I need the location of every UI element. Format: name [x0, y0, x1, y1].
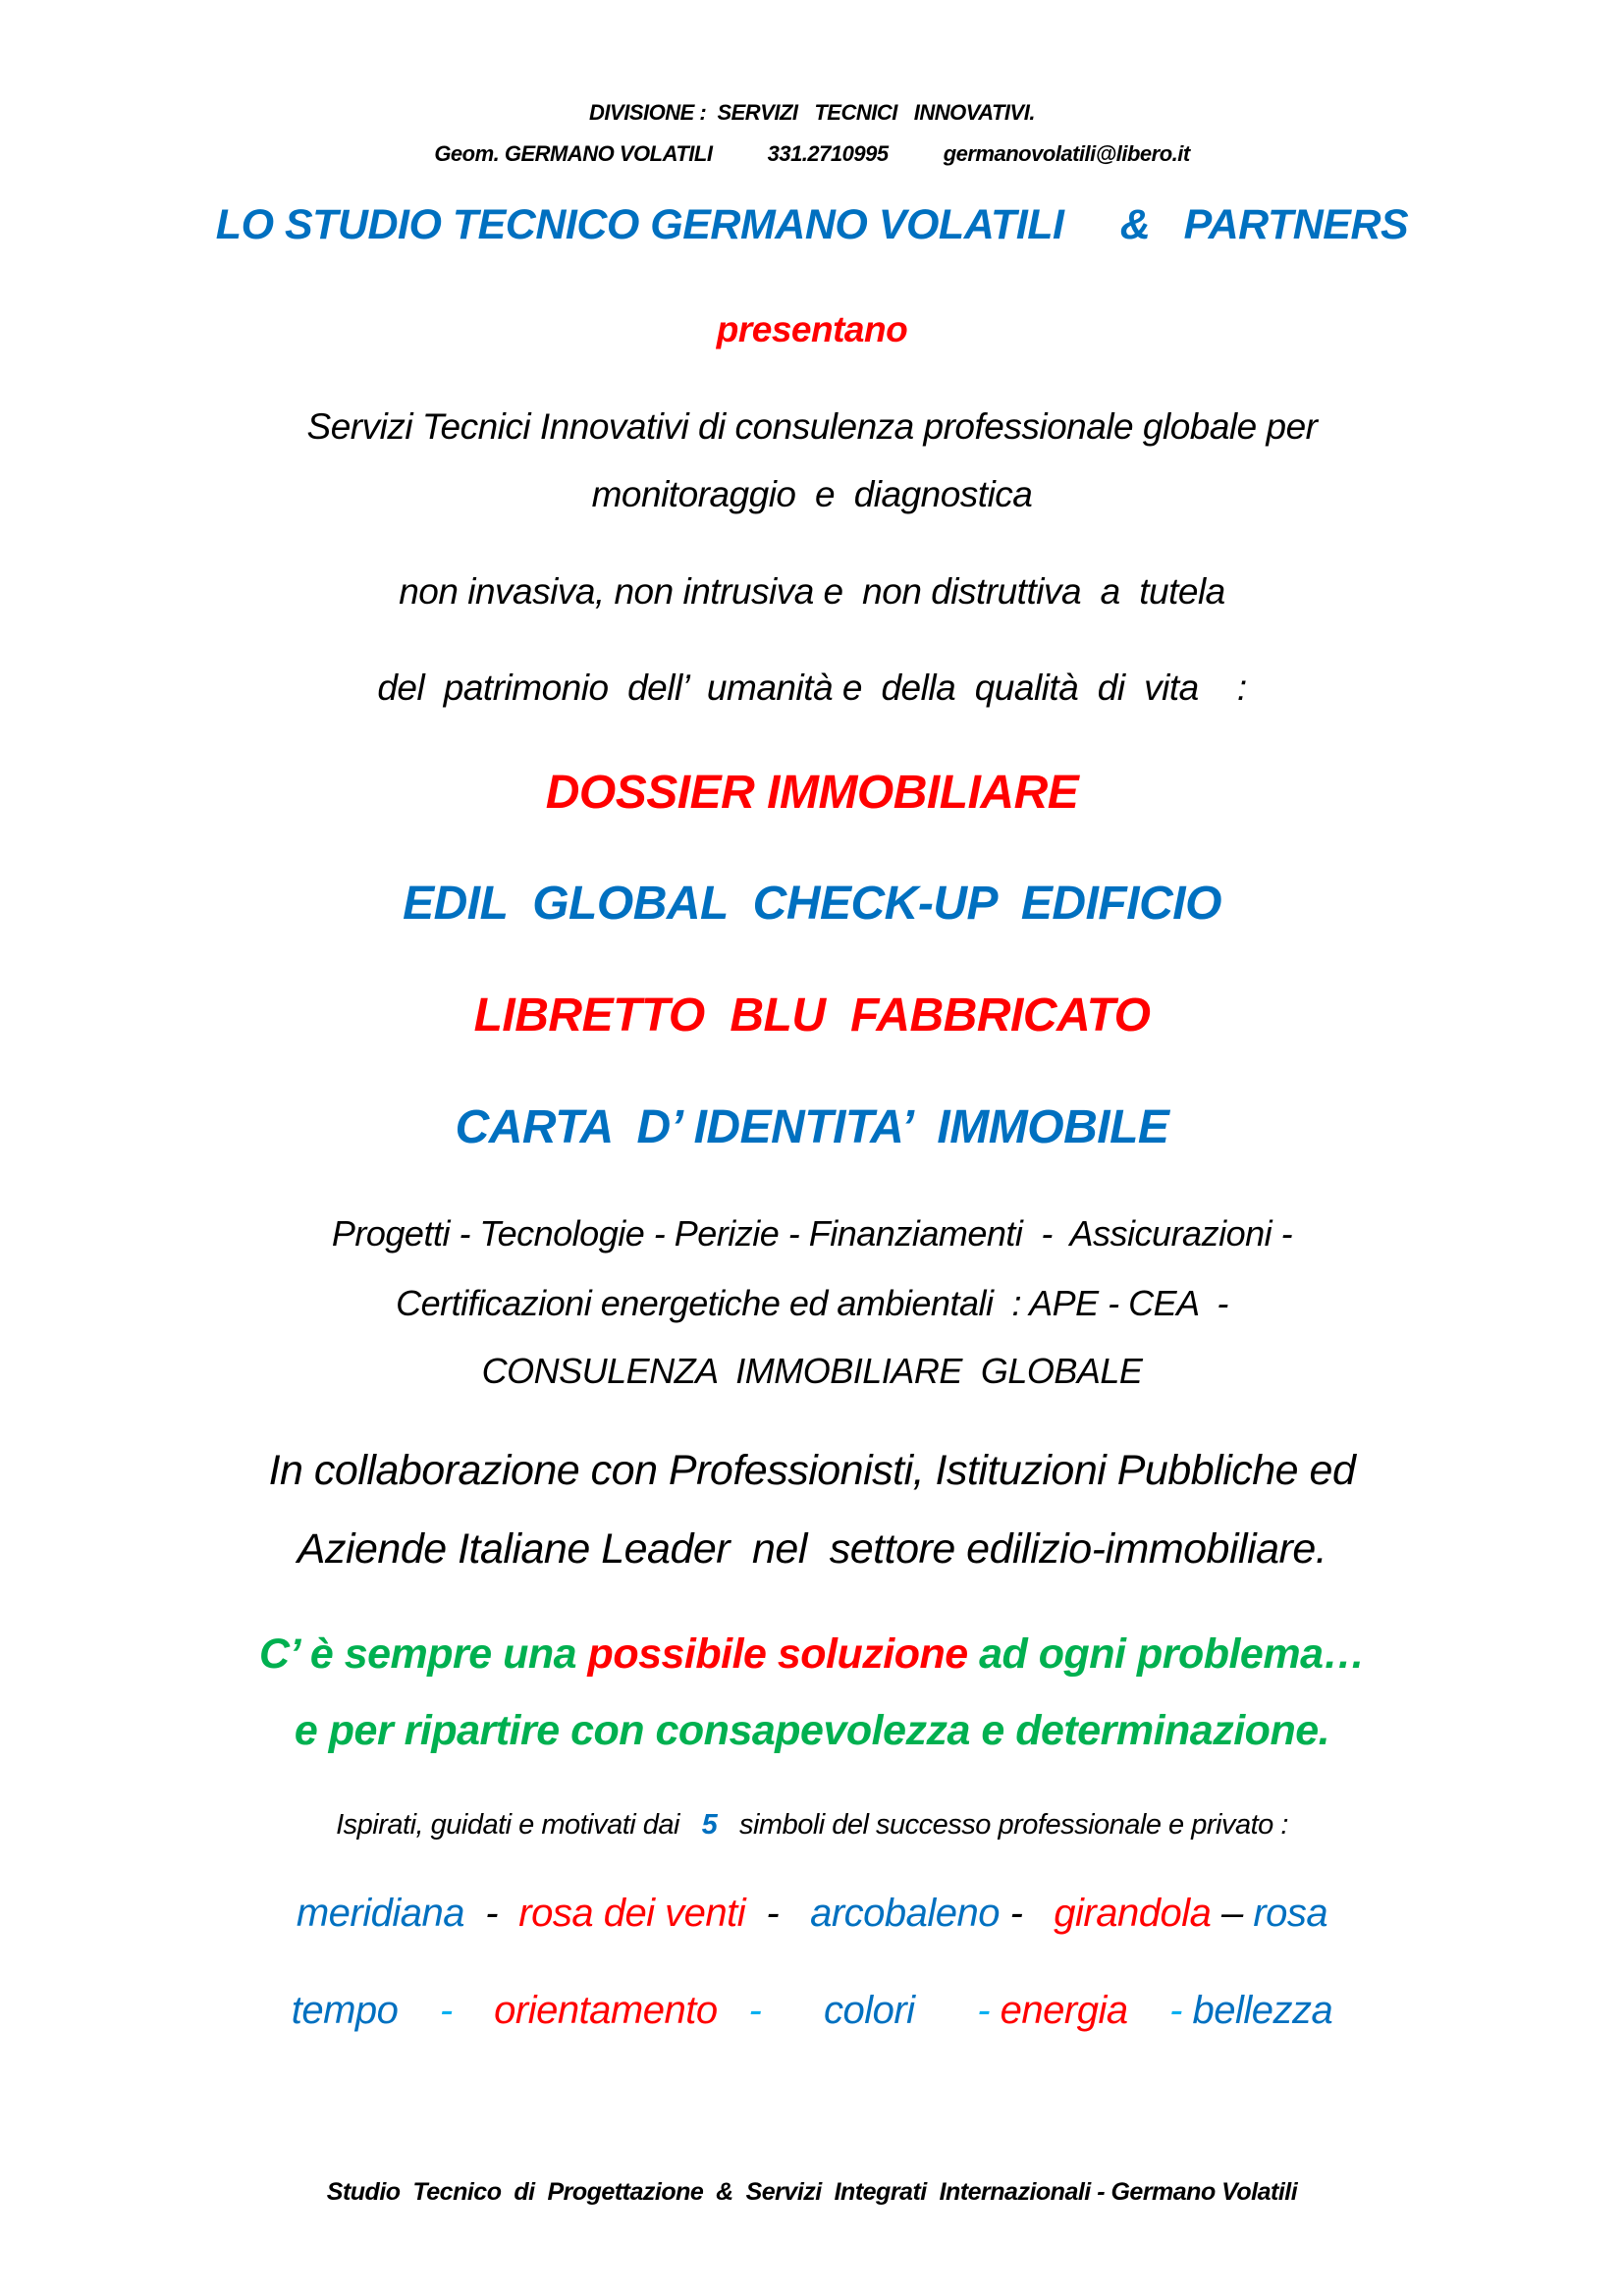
contact-phone[interactable]: 331.2710995 — [767, 141, 889, 166]
intro-line-1: Servizi Tecnici Innovativi di consulenza professionale globale per — [306, 406, 1318, 447]
contact-line — [0, 141, 1624, 167]
product-dossier: DOSSIER IMMOBILIARE — [545, 767, 1079, 819]
motto-part-1: C’ è sempre una — [259, 1630, 588, 1678]
intro-line-4: del patrimonio dell’ umanità e della qualità di vita : — [377, 667, 1247, 708]
contact-email[interactable]: germanovolatili@libero.it — [943, 141, 1190, 166]
symbols-intro — [0, 1809, 1624, 1842]
motto-line-1 — [0, 1630, 1624, 1679]
symbol-meridiana: meridiana — [296, 1892, 464, 1935]
meaning-tempo: tempo — [291, 1989, 399, 2032]
presentano: presentano — [716, 309, 908, 349]
symbol-rosa: rosa — [1253, 1892, 1328, 1935]
ampersand: & — [1119, 201, 1151, 248]
collaboration-line-1: In collaborazione con Professionisti, Istituzioni Pubbliche ed — [268, 1447, 1356, 1494]
meaning-orientamento: orientamento — [494, 1989, 718, 2032]
studio-title — [0, 201, 1624, 249]
partners: PARTNERS — [1183, 201, 1409, 248]
symbol-arcobaleno: arcobaleno — [810, 1892, 1001, 1935]
symbol-girandola: girandola — [1054, 1892, 1212, 1935]
symbols-intro-before: Ispirati, guidati e motivati dai — [336, 1809, 679, 1841]
services-line-2: Certificazioni energetiche ed ambientali : APE - CEA - — [396, 1283, 1228, 1323]
collaboration-line-2: Aziende Italiane Leader nel settore edilizio-immobiliare. — [297, 1525, 1327, 1573]
intro-line-3: non invasiva, non intrusiva e non distruttiva a tutela — [399, 571, 1225, 612]
studio-name: LO STUDIO TECNICO GERMANO VOLATILI — [215, 201, 1064, 248]
symbol-rosa-dei-venti: rosa dei venti — [518, 1892, 746, 1935]
meaning-energia: energia — [1000, 1989, 1128, 2032]
product-libretto: LIBRETTO BLU FABBRICATO — [473, 989, 1151, 1041]
division-line: DIVISIONE : SERVIZI TECNICI INNOVATIVI. — [589, 100, 1035, 125]
meaning-colori: colori — [823, 1989, 915, 2032]
footer: Studio Tecnico di Progettazione & Servizi Integrati Internazionali - Germano Volatili — [326, 2178, 1298, 2206]
meaning-bellezza: bellezza — [1192, 1989, 1333, 2032]
motto-part-2: ad ogni problema… — [967, 1630, 1365, 1678]
services-line-3: CONSULENZA IMMOBILIARE GLOBALE — [481, 1351, 1143, 1391]
contact-name: Geom. GERMANO VOLATILI — [434, 141, 713, 166]
services-line-1: Progetti - Tecnologie - Perizie - Finanziamenti - Assicurazioni - — [331, 1213, 1293, 1254]
symbols-row: meridiana - rosa dei venti - arcobaleno - girandola – rosa — [296, 1892, 1328, 1935]
intro-line-2: monitoraggio e diagnostica — [591, 474, 1033, 514]
symbols-intro-after: simboli del successo professionale e privato : — [738, 1809, 1288, 1841]
meanings-row: tempo - orientamento - colori - energia - bellezza — [291, 1989, 1333, 2032]
product-carta: CARTA D’ IDENTITA’ IMMOBILE — [455, 1101, 1169, 1153]
motto-highlight: possibile soluzione — [587, 1630, 968, 1678]
motto-line-2: e per ripartire con consapevolezza e determinazione. — [294, 1707, 1330, 1754]
product-checkup: EDIL GLOBAL CHECK-UP EDIFICIO — [403, 878, 1221, 930]
symbols-count: 5 — [701, 1809, 718, 1841]
